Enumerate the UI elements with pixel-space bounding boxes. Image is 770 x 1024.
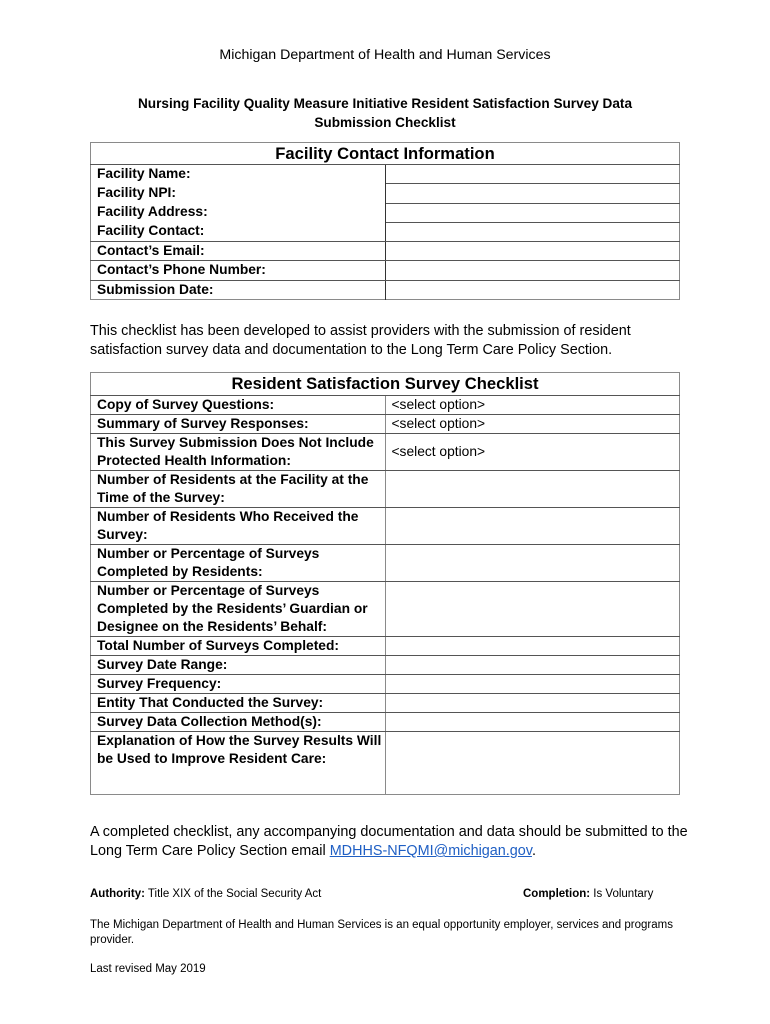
facility-contact-heading: Facility Contact Information [91, 143, 680, 165]
submission-paragraph [90, 823, 690, 861]
table-row [91, 675, 680, 694]
table-row [91, 471, 680, 508]
completion-value: Is Voluntary [590, 888, 654, 900]
survey-responses-label: Summary of Survey Responses: [91, 415, 386, 434]
survey-frequency-label: Survey Frequency: [91, 675, 386, 694]
table-row [91, 165, 680, 184]
authority-label: Authority: [90, 888, 145, 900]
no-phi-label: This Survey Submission Does Not Include Protected Health Information: [91, 434, 386, 471]
survey-checklist-heading: Resident Satisfaction Survey Checklist [91, 373, 680, 396]
table-row [91, 637, 680, 656]
table-row [91, 203, 680, 222]
facility-name-field[interactable] [385, 165, 680, 184]
collection-method-label: Survey Data Collection Method(s): [91, 713, 386, 732]
table-row [91, 582, 680, 637]
table-row [91, 713, 680, 732]
facility-name-label: Facility Name: [91, 165, 386, 184]
contact-phone-field[interactable] [385, 261, 680, 280]
last-revised: Last revised May 2019 [90, 963, 206, 975]
submission-email-link[interactable]: MDHHS-NFQMI@michigan.gov [329, 843, 532, 859]
facility-npi-field[interactable] [385, 184, 680, 203]
collection-method-field[interactable] [385, 713, 680, 732]
contact-phone-label: Contact’s Phone Number: [91, 261, 386, 280]
submission-date-label: Submission Date: [91, 280, 386, 299]
residents-at-facility-label: Number of Residents at the Facility at the Time of the Survey: [91, 471, 386, 508]
table-row [91, 222, 680, 241]
submission-text-end: . [531, 843, 536, 859]
submission-text: A completed checklist, any accompanying documentation and data should be submitted to the Long Term Care Policy Section email [90, 824, 688, 859]
facility-contact-field[interactable] [385, 222, 680, 241]
total-completed-field[interactable] [385, 637, 680, 656]
contact-email-label: Contact’s Email: [91, 242, 386, 261]
survey-questions-select[interactable]: <select option> [385, 396, 680, 415]
table-row [91, 415, 680, 434]
completed-by-guardian-label: Number or Percentage of Surveys Completed by the Residents’ Guardian or Designee on the Residents’ Behalf: [91, 582, 386, 637]
authority-statement [90, 888, 321, 900]
table-row [91, 508, 680, 545]
facility-npi-label: Facility NPI: [91, 184, 386, 203]
eeo-statement: The Michigan Department of Health and Human Services is an equal opportunity employer, services and programs provider. [90, 919, 673, 946]
facility-address-label: Facility Address: [91, 203, 386, 222]
date-range-label: Survey Date Range: [91, 656, 386, 675]
residents-at-facility-field[interactable] [385, 471, 680, 508]
completion-statement [523, 888, 653, 900]
department-name: Michigan Department of Health and Human Services [219, 47, 551, 63]
date-range-field[interactable] [385, 656, 680, 675]
facility-address-field[interactable] [385, 203, 680, 222]
survey-responses-select[interactable]: <select option> [385, 415, 680, 434]
total-completed-label: Total Number of Surveys Completed: [91, 637, 386, 656]
intro-paragraph: This checklist has been developed to assist providers with the submission of resident satisfaction survey data and documentation to the Long Term Care Policy Section. [90, 323, 631, 358]
table-row [91, 261, 680, 280]
table-row [91, 656, 680, 675]
table-row [91, 396, 680, 415]
conducting-entity-label: Entity That Conducted the Survey: [91, 694, 386, 713]
facility-contact-table [90, 142, 680, 300]
table-row [91, 280, 680, 299]
table-row [91, 694, 680, 713]
conducting-entity-field[interactable] [385, 694, 680, 713]
document-title [90, 94, 680, 132]
authority-value: Title XIX of the Social Security Act [144, 888, 322, 900]
completed-by-guardian-field[interactable] [385, 582, 680, 637]
table-row [91, 242, 680, 261]
contact-email-field[interactable] [385, 242, 680, 261]
table-row [91, 732, 680, 795]
completion-label: Completion: [523, 888, 591, 900]
results-usage-field[interactable] [385, 732, 680, 795]
residents-received-field[interactable] [385, 508, 680, 545]
facility-contact-label: Facility Contact: [91, 222, 386, 241]
residents-received-label: Number of Residents Who Received the Survey: [91, 508, 386, 545]
table-row [91, 545, 680, 582]
table-row [91, 434, 680, 471]
no-phi-select[interactable]: <select option> [385, 434, 680, 471]
submission-date-field[interactable] [385, 280, 680, 299]
table-row [91, 184, 680, 203]
results-usage-label: Explanation of How the Survey Results Will be Used to Improve Resident Care: [91, 732, 386, 795]
survey-checklist-table [90, 372, 680, 795]
document-title-line2: Submission Checklist [314, 115, 456, 130]
completed-by-residents-field[interactable] [385, 545, 680, 582]
survey-questions-label: Copy of Survey Questions: [91, 396, 386, 415]
completed-by-residents-label: Number or Percentage of Surveys Completed by Residents: [91, 545, 386, 582]
document-title-line1: Nursing Facility Quality Measure Initiative Resident Satisfaction Survey Data [137, 96, 633, 111]
survey-frequency-field[interactable] [385, 675, 680, 694]
